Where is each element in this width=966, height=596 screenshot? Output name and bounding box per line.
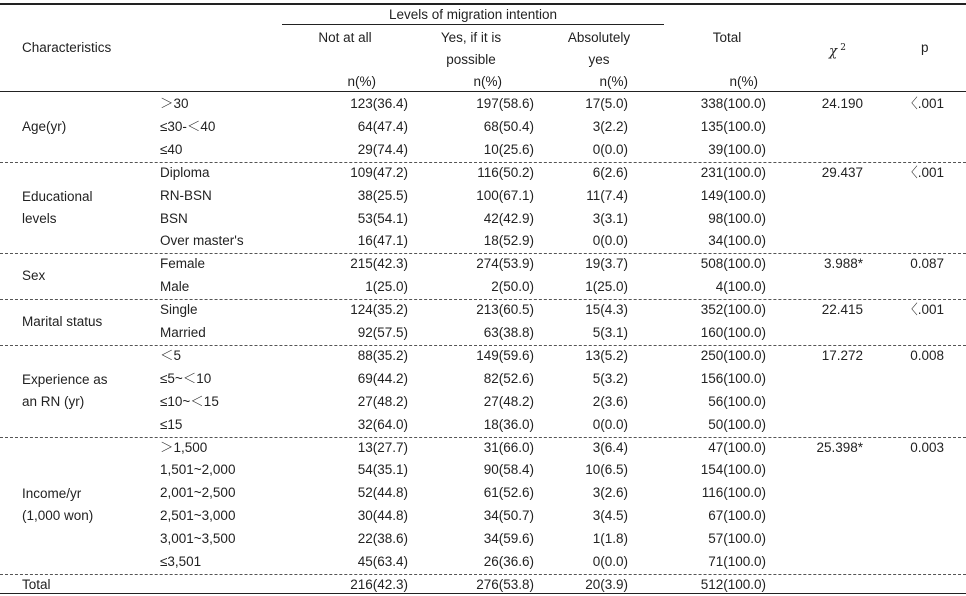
group-label: Age(yr) xyxy=(22,119,67,135)
header-yes-line1: Yes, if it is xyxy=(440,30,502,45)
row-sub-label: Single xyxy=(160,302,198,318)
cell-not-at-all: 124(35.2) xyxy=(350,302,408,318)
cell-chi-square: 24.190 xyxy=(821,96,863,111)
cell-p-value: 0.003 xyxy=(910,439,944,455)
cell-yes-possible: 63(38.8) xyxy=(483,325,534,340)
cell-absolutely-yes: 13(5.2) xyxy=(585,347,628,363)
total-label: Total xyxy=(22,576,51,592)
cell-total: 50(100.0) xyxy=(708,416,766,432)
cell-total: 352(100.0) xyxy=(700,302,766,318)
cell-p-value: 0.008 xyxy=(910,347,944,363)
row-sub-label: 2,001~2,500 xyxy=(160,485,236,501)
cell-absolutely-yes: 17(5.0) xyxy=(585,96,628,111)
row-sub-label: ＜5 xyxy=(160,347,182,363)
cell-total: 508(100.0) xyxy=(700,256,766,272)
chi-symbol: χ xyxy=(829,43,838,60)
cell-p-value: 〈.001 xyxy=(904,302,944,318)
cell-absolutely-yes: 1(25.0) xyxy=(585,279,628,295)
cell-not-at-all: 13(27.7) xyxy=(357,439,408,455)
header-not-at-all: Not at all xyxy=(318,30,372,45)
total-total: 512(100.0) xyxy=(700,576,766,592)
cell-total: 98(100.0) xyxy=(708,210,766,226)
cell-p-value: 〈.001 xyxy=(904,164,944,180)
cell-absolutely-yes: 3(6.4) xyxy=(592,439,628,455)
cell-not-at-all: 53(54.1) xyxy=(357,210,408,226)
group-divider xyxy=(0,437,966,438)
cell-absolutely-yes: 19(3.7) xyxy=(585,256,628,272)
cell-not-at-all: 69(44.2) xyxy=(357,370,408,386)
cell-absolutely-yes: 1(1.8) xyxy=(592,531,628,547)
cell-not-at-all: 38(25.5) xyxy=(357,187,408,203)
group-divider xyxy=(0,345,966,346)
cell-yes-possible: 18(36.0) xyxy=(483,416,534,432)
cell-not-at-all: 22(38.6) xyxy=(357,531,408,547)
cell-absolutely-yes: 11(7.4) xyxy=(586,187,628,203)
total-yes-possible: 276(53.8) xyxy=(476,576,534,592)
row-sub-label: Female xyxy=(160,256,206,272)
cell-total: 56(100.0) xyxy=(708,393,766,409)
group-divider xyxy=(0,299,966,300)
cell-chi-square: 22.415 xyxy=(821,302,863,318)
header-unit-c3: n(%) xyxy=(599,74,628,89)
chi-superscript: 2 xyxy=(840,43,846,53)
cell-absolutely-yes: 0(0.0) xyxy=(592,416,628,432)
cell-total: 47(100.0) xyxy=(708,439,766,455)
row-sub-label: Diploma xyxy=(160,164,210,180)
cell-absolutely-yes: 3(2.6) xyxy=(592,485,628,501)
cell-total: 39(100.0) xyxy=(708,141,766,157)
row-sub-label: ≤30-＜40 xyxy=(160,118,216,134)
group-label: (1,000 won) xyxy=(22,508,94,524)
row-sub-label: BSN xyxy=(160,210,188,226)
cell-yes-possible: 34(59.6) xyxy=(483,531,534,547)
group-label: Educational xyxy=(22,188,93,204)
cell-not-at-all: 1(25.0) xyxy=(365,279,408,295)
top-rule xyxy=(0,3,966,5)
cell-total: 4(100.0) xyxy=(715,279,766,295)
cell-total: 154(100.0) xyxy=(700,462,766,478)
cell-not-at-all: 215(42.3) xyxy=(350,256,408,272)
cell-total: 135(100.0) xyxy=(700,118,766,134)
cell-absolutely-yes: 10(6.5) xyxy=(585,462,628,478)
cell-yes-possible: 2(50.0) xyxy=(491,279,534,295)
cell-absolutely-yes: 2(3.6) xyxy=(592,393,628,409)
cell-yes-possible: 18(52.9) xyxy=(483,233,534,249)
cell-yes-possible: 82(52.6) xyxy=(483,370,534,386)
row-sub-label: Over master's xyxy=(160,233,244,249)
cell-yes-possible: 42(42.9) xyxy=(483,210,534,226)
cell-yes-possible: 10(25.6) xyxy=(483,141,534,157)
row-sub-label: RN-BSN xyxy=(160,187,212,203)
group-divider xyxy=(0,253,966,254)
cell-absolutely-yes: 3(3.1) xyxy=(592,210,628,226)
group-label: an RN (yr) xyxy=(22,393,85,409)
cell-not-at-all: 64(47.4) xyxy=(357,118,408,134)
row-sub-label: ≤40 xyxy=(160,141,183,157)
header-unit-total: n(%) xyxy=(729,74,758,89)
cell-not-at-all: 45(63.4) xyxy=(357,554,408,569)
cell-total: 57(100.0) xyxy=(708,531,766,547)
cell-yes-possible: 149(59.6) xyxy=(476,347,534,363)
group-header-rule xyxy=(282,24,664,25)
cell-absolutely-yes: 3(4.5) xyxy=(592,508,628,524)
cell-p-value: 〈.001 xyxy=(904,96,944,111)
cell-not-at-all: 16(47.1) xyxy=(357,233,408,249)
header-abs-line1: Absolutely xyxy=(567,30,631,45)
cell-absolutely-yes: 0(0.0) xyxy=(592,233,628,249)
header-unit-c2: n(%) xyxy=(473,74,502,89)
cell-not-at-all: 88(35.2) xyxy=(357,347,408,363)
row-sub-label: ≤3,501 xyxy=(160,554,202,569)
cell-yes-possible: 197(58.6) xyxy=(476,96,534,111)
cell-chi-square: 29.437 xyxy=(821,164,863,180)
cell-chi-square: 3.988* xyxy=(823,256,863,272)
header-characteristics: Characteristics xyxy=(22,40,112,55)
cell-not-at-all: 29(74.4) xyxy=(357,141,408,157)
header-group-label: Levels of migration intention xyxy=(388,7,558,22)
header-chi-square xyxy=(829,40,846,60)
row-sub-label: ＞1,500 xyxy=(160,439,208,455)
cell-absolutely-yes: 0(0.0) xyxy=(592,141,628,157)
header-abs-line2: yes xyxy=(588,52,610,67)
group-label: Income/yr xyxy=(22,486,82,502)
cell-chi-square: 17.272 xyxy=(821,347,863,363)
cell-total: 250(100.0) xyxy=(700,347,766,363)
group-divider xyxy=(0,574,966,575)
header-bottom-rule xyxy=(0,91,966,92)
cell-absolutely-yes: 5(3.1) xyxy=(592,325,628,340)
header-unit-c1: n(%) xyxy=(347,74,376,89)
row-sub-label: ≤5~＜10 xyxy=(160,370,212,386)
row-sub-label: Male xyxy=(160,279,190,295)
header-p: p xyxy=(921,40,929,55)
cell-total: 67(100.0) xyxy=(708,508,766,524)
group-label: Sex xyxy=(22,268,46,284)
cell-yes-possible: 61(52.6) xyxy=(483,485,534,501)
row-sub-label: ＞30 xyxy=(160,96,189,111)
group-label: levels xyxy=(22,210,57,226)
cell-yes-possible: 116(50.2) xyxy=(477,164,534,180)
row-sub-label: 2,501~3,000 xyxy=(160,508,236,524)
total-absolutely-yes: 20(3.9) xyxy=(585,576,628,592)
cell-total: 71(100.0) xyxy=(708,554,766,569)
cell-yes-possible: 68(50.4) xyxy=(483,118,534,134)
cell-absolutely-yes: 5(3.2) xyxy=(592,370,628,386)
group-label: Experience as xyxy=(22,371,108,387)
group-divider xyxy=(0,162,966,163)
row-sub-label: ≤10~＜15 xyxy=(160,393,219,409)
cell-total: 338(100.0) xyxy=(700,96,766,111)
cell-chi-square: 25.398* xyxy=(816,439,863,455)
group-label: Marital status xyxy=(22,314,103,329)
cell-not-at-all: 30(44.8) xyxy=(357,508,408,524)
row-sub-label: ≤15 xyxy=(160,416,183,432)
row-sub-label: Married xyxy=(160,325,206,340)
cell-absolutely-yes: 15(4.3) xyxy=(585,302,628,318)
cell-total: 160(100.0) xyxy=(700,325,766,340)
cell-yes-possible: 27(48.2) xyxy=(483,393,534,409)
cell-yes-possible: 274(53.9) xyxy=(476,256,534,272)
cell-not-at-all: 27(48.2) xyxy=(357,393,408,409)
cell-p-value: 0.087 xyxy=(910,256,944,272)
cell-total: 231(100.0) xyxy=(700,164,766,180)
cell-not-at-all: 109(47.2) xyxy=(350,164,408,180)
cell-yes-possible: 34(50.7) xyxy=(483,508,534,524)
cell-total: 149(100.0) xyxy=(700,187,766,203)
cell-total: 156(100.0) xyxy=(700,370,766,386)
cell-not-at-all: 123(36.4) xyxy=(350,96,408,111)
cell-not-at-all: 52(44.8) xyxy=(357,485,408,501)
header-yes-line2: possible xyxy=(446,52,496,67)
row-sub-label: 3,001~3,500 xyxy=(160,531,236,547)
cell-total: 116(100.0) xyxy=(701,485,766,501)
cell-total: 34(100.0) xyxy=(708,233,766,249)
row-sub-label: 1,501~2,000 xyxy=(160,462,236,478)
header-total: Total xyxy=(712,30,742,45)
cell-yes-possible: 100(67.1) xyxy=(476,187,534,203)
cell-yes-possible: 213(60.5) xyxy=(476,302,534,318)
cell-yes-possible: 90(58.4) xyxy=(483,462,534,478)
cell-yes-possible: 26(36.6) xyxy=(483,554,534,569)
cell-absolutely-yes: 3(2.2) xyxy=(592,118,628,134)
cell-not-at-all: 92(57.5) xyxy=(357,325,408,340)
cell-absolutely-yes: 0(0.0) xyxy=(592,554,628,569)
cell-yes-possible: 31(66.0) xyxy=(483,439,534,455)
cell-absolutely-yes: 6(2.6) xyxy=(592,164,628,180)
total-not-at-all: 216(42.3) xyxy=(350,576,408,592)
bottom-rule xyxy=(0,593,966,594)
cell-not-at-all: 32(64.0) xyxy=(357,416,408,432)
cell-not-at-all: 54(35.1) xyxy=(357,462,408,478)
